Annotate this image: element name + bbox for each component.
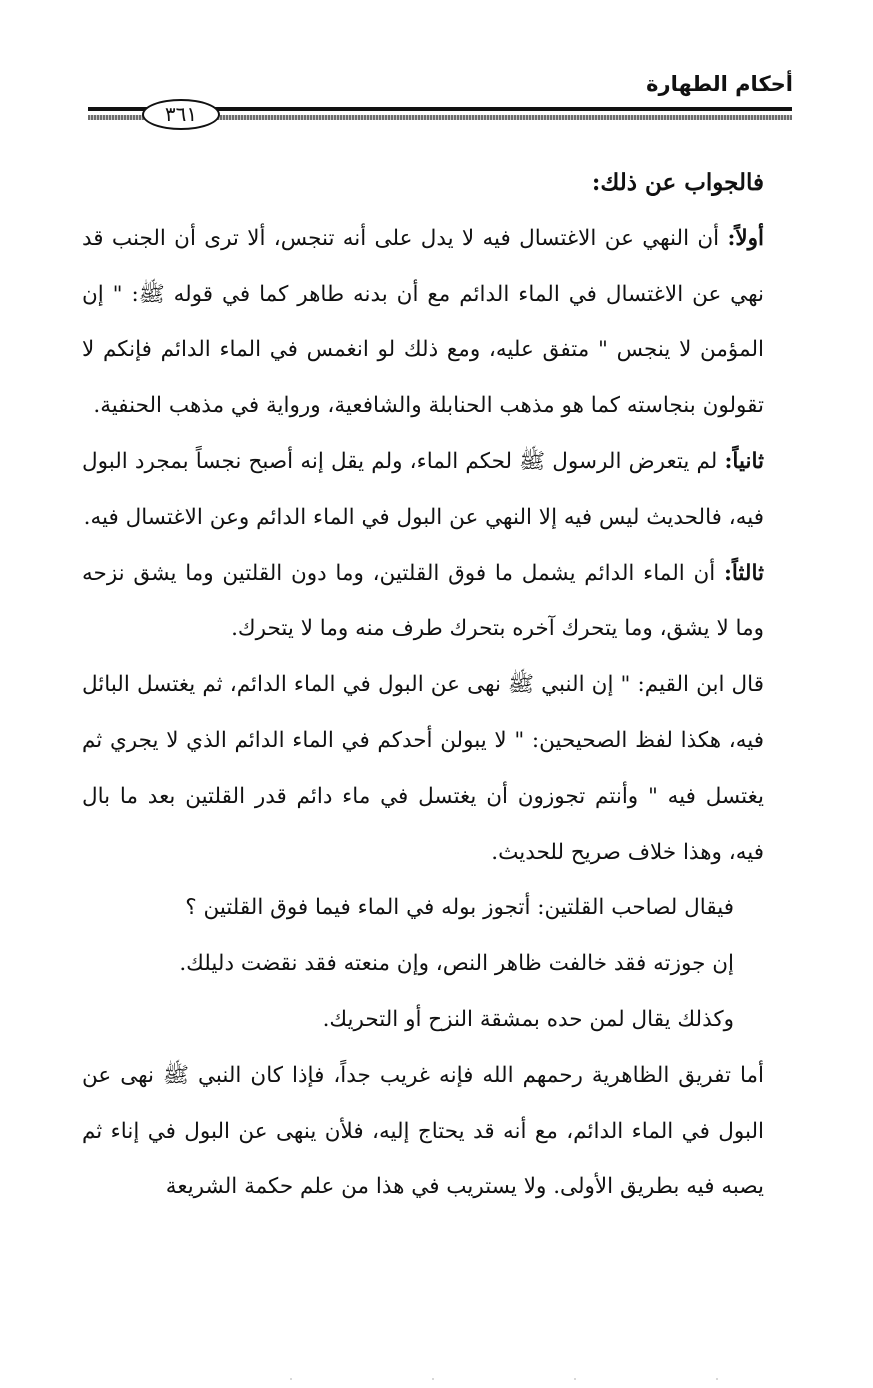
paragraph-third-point [82, 546, 792, 658]
paragraph-second-point [82, 434, 792, 546]
page-body [82, 155, 792, 1215]
point-label: ثالثاً: [723, 560, 764, 586]
point-label: أولاً: [727, 225, 764, 251]
paragraph-first-point [82, 211, 792, 434]
page-number: ٣٦١ [142, 99, 220, 130]
paragraph-text: أن النهي عن الاغتسال فيه لا يدل على أنه تنجس، ألا ترى أن الجنب قد نهي عن الاغتسال في الماء الدائم مع أن بدنه طاهر كما في قوله ﷺ: " إن المؤمن لا ينجس " متفق عليه، ومع ذلك لو انغمس في الماء الدائم فإنكم لا تقولون بنجاسته كما هو مذهب الحنابلة والشافعية، ورواية في مذهب الحنفية. [82, 225, 764, 419]
point-label: ثانياً: [724, 448, 764, 474]
paragraph-answer: إن جوزته فقد خالفت ظاهر النص، وإن منعته فقد نقضت دليلك. [179, 951, 734, 977]
paragraph-zahiriyya: أما تفريق الظاهرية رحمهم الله فإنه غريب جداً، فإذا كان النبي ﷺ نهى عن البول في الماء الدائم، مع أنه قد يحتاج إليه، فلأن ينهى عن البول في إناء ثم يصبه فيه بطريق الأولى. ولا يستريب في هذا من علم حكمة الشريعة [82, 1062, 764, 1200]
paragraph-question: فيقال لصاحب القلتين: أتجوز بوله في الماء فيما فوق القلتين ؟ [185, 895, 734, 921]
paragraph-likewise: وكذلك يقال لمن حده بمشقة النزح أو التحريك. [322, 1006, 734, 1032]
paragraph-text: لم يتعرض الرسول ﷺ لحكم الماء، ولم يقل إنه أصبح نجساً بمجرد البول فيه، فالحديث ليس فيه إلا النهي عن البول في الماء الدائم وعن الاغتسال فيه. [82, 448, 764, 530]
scan-artifact [150, 1378, 750, 1380]
paragraph-text: أن الماء الدائم يشمل ما فوق القلتين، وما دون القلتين وما يشق نزحه وما لا يشق، وما يتحرك آخره بتحرك طرف منه وما لا يتحرك. [82, 560, 764, 642]
paragraph-ibn-qayyim-quote: قال ابن القيم: " إن النبي ﷺ نهى عن البول في الماء الدائم، ثم يغتسل البائل فيه، هكذا لفظ الصحيحين: " لا يبولن أحدكم في الماء الدائم الذي لا يجري ثم يغتسل فيه " وأنتم تجوزون أن يغتسل في ماء دائم قدر القلتين بعد ما بال فيه، وهذا خلاف صريح للحديث. [82, 672, 764, 865]
section-heading: فالجواب عن ذلك: [591, 169, 764, 196]
running-header-title: أحكام الطهارة [646, 72, 793, 96]
